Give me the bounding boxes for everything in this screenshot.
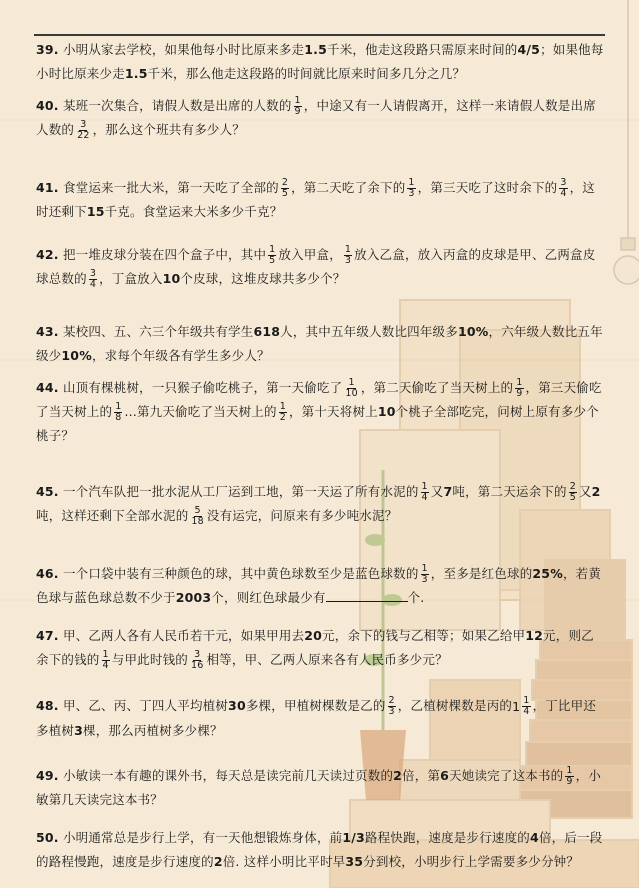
number: 20 [304, 628, 323, 643]
numerator: 2 [281, 177, 289, 188]
numerator: 1 [348, 377, 355, 388]
numerator: 1 [269, 244, 276, 255]
question-number: 41. [36, 180, 59, 195]
numerator: 1 [566, 765, 573, 776]
question-50 [36, 826, 606, 874]
numerator: 2 [569, 481, 576, 492]
fraction [76, 120, 91, 141]
number: 3 [74, 722, 84, 738]
text: 倍，后一段的路程慢跑，速度是步行速度的 [36, 830, 603, 869]
numerator: 1 [115, 401, 122, 412]
denominator: 5 [569, 492, 576, 503]
number: 15 [86, 204, 105, 219]
text: 个. [407, 590, 425, 605]
fraction [522, 696, 530, 717]
text: ，丁盒放入 [99, 271, 163, 286]
denominator: 9 [516, 388, 523, 399]
text: ，那么这个班共有多少人？ [92, 122, 246, 137]
number: 25% [532, 566, 563, 581]
question-number: 50. [36, 830, 59, 845]
text: 食堂运来一批大米，第一天吃了全部的 [62, 180, 279, 195]
text: 个皮球，这堆皮球共多少个？ [180, 271, 346, 286]
number: 30 [228, 698, 246, 713]
text: 一个汽车队把一批水泥从工厂运到工地，第一天运了所有水泥的 [62, 484, 419, 499]
text: 倍. 这样小明比平时早 [222, 854, 346, 869]
question-41 [36, 176, 606, 224]
question-number: 47. [36, 628, 59, 643]
text: 天她读完了这本书的 [449, 768, 564, 783]
text: 路程快跑，速度是步行速度的 [364, 830, 531, 845]
numerator: 1 [279, 401, 286, 412]
number: 2 [591, 484, 601, 499]
denominator: 18 [191, 516, 204, 527]
text: 甲、乙两人各有人民币若干元，如果甲用去 [62, 628, 305, 643]
text: 又 [578, 484, 592, 499]
fraction [388, 696, 396, 717]
number: 2003 [175, 590, 212, 605]
question-number: 48. [36, 698, 59, 713]
question-40 [36, 94, 606, 142]
number: 1.5 [304, 42, 327, 57]
denominator: 4 [421, 492, 428, 503]
fraction [190, 650, 205, 671]
text: 小明通常总是步行上学，有一天他想锻炼身体，前 [62, 830, 343, 845]
fraction [515, 378, 523, 399]
text: 又 [430, 484, 444, 499]
mixed-number [512, 695, 532, 719]
fraction [421, 482, 429, 503]
fraction [281, 178, 289, 199]
text: ，若黄色球与蓝色球总数不少于 [36, 566, 602, 605]
question-number: 46. [36, 566, 59, 581]
number: 10 [162, 271, 181, 286]
denominator: 2 [279, 412, 286, 423]
denominator: 22 [77, 130, 90, 141]
fraction [421, 564, 429, 585]
text: 某班一次集合，请假人数是出席的人数的 [62, 98, 292, 113]
numerator: 1 [421, 563, 428, 574]
numerator: 1 [102, 649, 109, 660]
number: 35 [345, 854, 364, 869]
question-46 [36, 562, 606, 610]
text: 山顶有棵桃树，一只猴子偷吃桃子，第一天偷吃了 [62, 380, 343, 395]
denominator: 16 [190, 660, 204, 671]
text: ，丁比甲还多植树 [36, 698, 597, 738]
text: ，至多是红色球的 [430, 566, 533, 581]
fraction [569, 482, 577, 503]
denominator: 5 [281, 188, 289, 199]
question-47 [36, 624, 606, 672]
text: 相等，甲、乙两人原来各有人民币多少元？ [206, 652, 448, 667]
text: 没有运完，问原来有多少吨水泥？ [206, 508, 398, 523]
numerator: 1 [516, 377, 523, 388]
text: 吨，第二天运余下的 [452, 484, 567, 499]
text: ，第十天将树上 [288, 404, 378, 419]
text: 放入甲盒， [278, 247, 342, 262]
text: 吨，这样还剩下全部水泥的 [36, 508, 189, 523]
text: ，小敏第几天读完这本书？ [36, 768, 602, 807]
denominator: 4 [560, 188, 567, 199]
numerator: 3 [560, 177, 567, 188]
fraction [344, 245, 352, 266]
denominator: 9 [294, 106, 301, 117]
fraction [565, 766, 573, 787]
text: ...第九天偷吃了当天树上的 [124, 404, 277, 419]
number: 4/5 [517, 42, 541, 57]
text: 千米，那么他走这段路的时间就比原来时间多几分之几？ [147, 66, 466, 81]
denominator: 3 [408, 188, 415, 199]
number: 2 [393, 768, 403, 783]
denominator: 4 [89, 279, 97, 290]
question-number: 40. [36, 98, 59, 113]
text: ，乙植树棵数是丙的 [397, 698, 513, 713]
text: ，求每个年级各有学生多少人？ [91, 348, 270, 363]
whole-part: 1 [512, 698, 521, 714]
numerator: 3 [89, 268, 97, 279]
question-39 [36, 38, 606, 86]
denominator: 3 [388, 706, 395, 717]
text: ；如果他每小时比原来少走 [36, 42, 604, 81]
question-45 [36, 480, 606, 528]
text: 棵，那么丙植树多少棵？ [83, 722, 223, 738]
number: 7 [443, 484, 453, 499]
text: 与甲此时钱的 [111, 652, 188, 667]
fraction [89, 269, 97, 290]
number: 1.5 [124, 66, 148, 81]
fraction [102, 650, 110, 671]
question-48 [36, 694, 606, 743]
text: 把一堆皮球分装在四个盒子中，其中 [62, 247, 267, 262]
fraction [559, 178, 567, 199]
denominator: 4 [523, 706, 530, 717]
fraction [114, 402, 122, 423]
denominator: 5 [269, 255, 276, 266]
question-number: 49. [36, 768, 59, 783]
denominator: 10 [345, 388, 358, 399]
number: 10% [457, 324, 489, 339]
question-number: 42. [36, 247, 59, 262]
text: 某校四、五、六三个年级共有学生 [62, 324, 254, 339]
answer-blank[interactable] [326, 589, 408, 602]
text: 个桃子全部吃完，问树上原有多少个桃子？ [36, 404, 599, 443]
number: 2 [213, 854, 223, 869]
question-number: 45. [36, 484, 59, 499]
text: ，第三天吃了这时余下的 [417, 180, 558, 195]
text: 千米，他走这段路只需原来时间的 [327, 42, 518, 57]
question-number: 43. [36, 324, 59, 339]
number: 6 [440, 768, 450, 783]
text: 元，则乙余下的钱的 [36, 628, 594, 667]
fraction [190, 506, 205, 527]
fraction [294, 96, 302, 117]
numerator: 1 [294, 95, 301, 106]
number: 618 [253, 324, 281, 339]
denominator: 3 [344, 255, 352, 266]
fraction [279, 402, 287, 423]
number: 12 [525, 628, 544, 643]
text: 放入乙盒，放入丙盒的皮球是甲、乙两盒皮球总数的 [36, 247, 596, 286]
fraction [407, 178, 415, 199]
text: 元，余下的钱与乙相等；如果乙给甲 [322, 628, 526, 643]
numerator: 1 [523, 695, 530, 706]
numerator: 3 [194, 649, 201, 660]
number: 10% [61, 348, 92, 363]
numerator: 5 [194, 505, 201, 516]
text: 小明从家去学校，如果他每小时比原来多走 [62, 42, 305, 57]
numerator: 2 [388, 695, 395, 706]
text: ，第二天偷吃了当天树上的 [360, 380, 514, 395]
numerator: 1 [421, 481, 428, 492]
text: ，六年级人数比五年级少 [36, 324, 603, 363]
numerator: 1 [344, 244, 352, 255]
question-44 [36, 376, 606, 448]
text: ，第三天偷吃了当天树上的 [36, 380, 602, 419]
denominator: 8 [115, 412, 122, 423]
text: 分到校，小明步行上学需要多少分钟？ [363, 854, 580, 869]
fraction [344, 378, 359, 399]
text: 一个口袋中装有三种颜色的球，其中黄色球数至少是蓝色球数的 [62, 566, 419, 581]
text: 小敏读一本有趣的课外书，每天总是读完前几天读过页数的 [62, 768, 394, 783]
text: 个，则红色球最少有 [211, 590, 326, 605]
text: 千克。食堂运来大米多少千克？ [104, 204, 283, 219]
number: 1/3 [342, 830, 365, 845]
text: 人，其中五年级人数比四年级多 [280, 324, 458, 339]
text: 甲、乙、丙、丁四人平均植树 [62, 698, 229, 713]
number: 4 [530, 830, 539, 845]
question-number: 39. [36, 42, 59, 57]
text: ，第二天吃了余下的 [291, 180, 406, 195]
text: ，这时还剩下 [36, 180, 596, 219]
denominator: 9 [566, 776, 573, 787]
numerator: 3 [80, 119, 87, 130]
denominator: 4 [102, 660, 109, 671]
fraction [268, 245, 276, 266]
question-number: 44. [36, 380, 59, 395]
text: 倍，第 [402, 768, 441, 783]
number: 10 [377, 404, 396, 419]
numerator: 1 [408, 177, 415, 188]
denominator: 3 [421, 574, 428, 585]
question-42 [36, 243, 606, 291]
text: ，中途又有一人请假离开，这样一来请假人数是出席人数的 [36, 98, 596, 137]
text: 多棵，甲植树棵数是乙的 [245, 698, 386, 713]
question-43 [36, 320, 606, 368]
question-49 [36, 764, 606, 812]
